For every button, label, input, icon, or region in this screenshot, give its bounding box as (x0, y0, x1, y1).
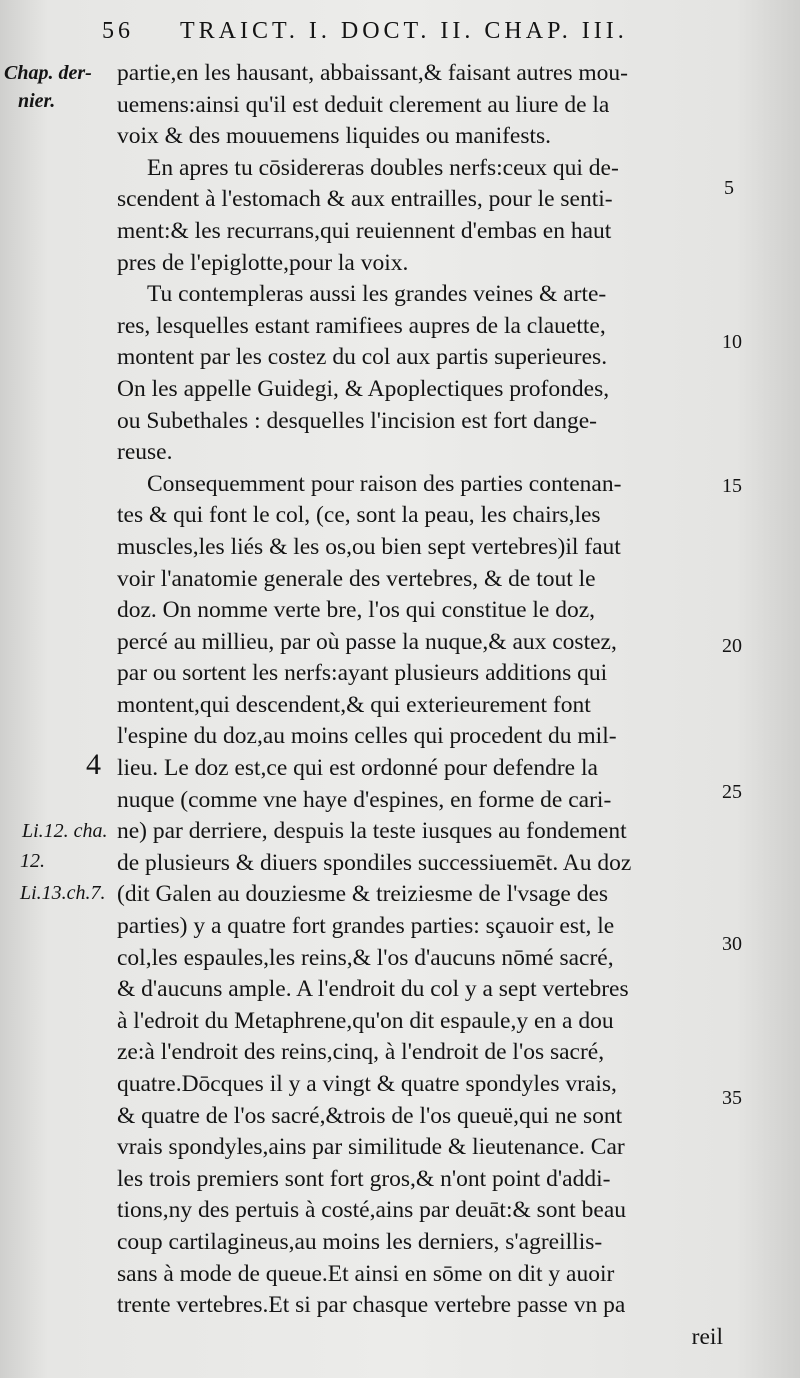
line-number-35: 35 (722, 1087, 742, 1109)
text-line: vrais spondyles,ains par similitude & lieutenance. Car (117, 1134, 625, 1161)
text-line: scendent à l'estomach & aux entrailles, pour le senti- (117, 186, 613, 213)
text-line: res, lesquelles estant ramifiees aupres de la clauette, (117, 312, 606, 339)
text-line: nuque (comme vne haye d'espines, en forme de cari- (117, 786, 612, 813)
text-line: On les appelle Guidegi, & Apoplectiques profondes, (117, 375, 610, 402)
margin-note-chapter-1: Chap. der- (4, 62, 92, 84)
text-line: col,les espaules,les reins,& l'os d'aucuns nōmé sacré, (117, 944, 614, 971)
text-line: voix & des mouuemens liquides ou manifests. (117, 123, 552, 150)
catchword: reil (691, 1323, 723, 1350)
text-line: ze:à l'endroit des reins,cinq, à l'endroit de l'os sacré, (117, 1039, 605, 1066)
margin-note-ref-3: Li.13.ch.7. (20, 882, 106, 904)
text-line: quatre.Dōcques il y a vingt & quatre spondyles vrais, (117, 1071, 617, 1097)
running-title: TRAICT. I. DOCT. II. CHAP. III. (180, 18, 628, 44)
text-line: lieu. Le doz est,ce qui est ordonné pour defendre la (117, 755, 598, 782)
text-line: percé au millieu, par où passe la nuque,& aux costez, (117, 628, 617, 655)
text-line: voir l'anatomie generale des vertebres, & de tout le (117, 565, 596, 592)
text-line: trente vertebres.Et si par chasque vertebre passe vn pa (117, 1292, 626, 1319)
text-line: parties) y a quatre fort grandes parties: sçauoir est, le (117, 913, 615, 940)
text-line: coup cartilagineus,au moins les derniers, s'agreillis- (117, 1228, 603, 1255)
line-number-5: 5 (724, 177, 734, 199)
text-line: muscles,les liés & les os,ou bien sept vertebres)il faut (117, 533, 621, 560)
line-number-30: 30 (722, 933, 742, 955)
body-text (117, 58, 723, 1353)
text-line: sans à mode de queue.Et ainsi en sōme on dit y auoir (117, 1260, 615, 1287)
text-line: En apres tu cōsidereras doubles nerfs:ceux qui de- (147, 154, 619, 181)
text-line: montent,qui descendent,& qui exterieurement font (117, 691, 591, 718)
text-line: & quatre de l'os sacré,&trois de l'os queuë,qui ne sont (117, 1102, 623, 1129)
text-line: pres de l'epiglotte,pour la voix. (117, 249, 409, 276)
text-line: à l'edroit du Metaphrene,qu'on dit espaule,y en a dou (117, 1007, 614, 1034)
text-line: ou Subethales : desquelles l'incision est fort dange- (117, 407, 598, 434)
margin-note-ref-2: 12. (20, 850, 45, 872)
text-line: ment:& les recurrans,qui reuiennent d'embas en haut (117, 217, 612, 244)
text-line: Consequemment pour raison des parties contenan- (147, 470, 622, 497)
text-line: les trois premiers sont fort gros,& n'ont point d'addi- (117, 1165, 611, 1192)
margin-note-ref-1: Li.12. cha. (22, 820, 108, 842)
line-number-25: 25 (722, 781, 742, 803)
text-line: partie,en les hausant, abbaissant,& faisant autres mou- (117, 60, 628, 86)
text-line: uemens:ainsi qu'il est deduit clerement au liure de la (117, 91, 610, 118)
text-line: montent par les costez du col aux partis superieures. (117, 344, 608, 371)
text-line: tions,ny des pertuis à costé,ains par deuāt:& sont beau (117, 1197, 627, 1224)
text-line: de plusieurs & diuers spondiles successiuemēt. Au doz (117, 849, 632, 876)
margin-note-chapter-2: nier. (18, 90, 56, 112)
line-number-20: 20 (722, 635, 742, 657)
line-number-15: 15 (722, 475, 742, 497)
page-number: 56 (102, 18, 134, 44)
page-header (100, 18, 760, 52)
text-line: Tu contempleras aussi les grandes veines & arte- (147, 281, 607, 308)
text-line: l'espine du doz,au moins celles qui procedent du mil- (117, 723, 617, 750)
line-number-10: 10 (722, 331, 742, 353)
text-line: par ou sortent les nerfs:ayant plusieurs additions qui (117, 660, 608, 687)
text-line: ne) par derriere, despuis la teste iusques au fondement (117, 818, 627, 845)
text-line: doz. On nomme verte bre, l'os qui constitue le doz, (117, 597, 596, 624)
text-line: reuse. (117, 439, 173, 466)
text-line: (dit Galen au douziesme & treiziesme de l'vsage des (117, 881, 609, 908)
margin-glyph: 4 (86, 748, 101, 781)
text-line: & d'aucuns ample. A l'endroit du col y a sept vertebres (117, 976, 629, 1003)
text-line: tes & qui font le col, (ce, sont la peau, les chairs,les (117, 502, 601, 529)
